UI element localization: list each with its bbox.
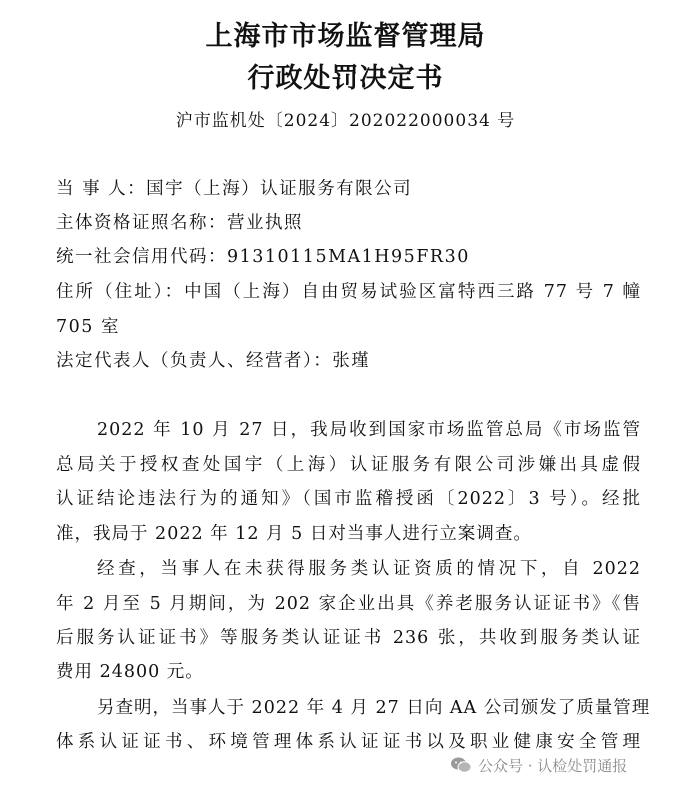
paragraph-line: 后服务认证证书》等服务类认证证书 236 张，共收到服务类认证	[56, 628, 641, 648]
paragraph-line: 准，我局于 2022 年 12 月 5 日对当事人进行立案调查。	[56, 524, 532, 544]
watermark-text: 公众号 · 认检处罚通报	[478, 756, 628, 775]
document-subtitle: 行政处罚决定书	[247, 63, 444, 94]
party-address-line-1: 住所（住址）：中国（上海）自由贸易试验区富特西三路 77 号 7 幢	[56, 282, 641, 302]
watermark	[446, 752, 631, 778]
paragraph-line: 经查，当事人在未获得服务类认证资质的情况下，自 2022	[97, 559, 641, 579]
paragraph-line: 总局关于授权查处国宇（上海）认证服务有限公司涉嫌出具虚假	[56, 455, 641, 475]
party-credit-code: 统一社会信用代码：91310115MA1H95FR30	[56, 247, 470, 267]
paragraph-line: 费用 24800 元。	[56, 662, 204, 682]
paragraph-line: 认证结论违法行为的通知》（国市监稽授函〔2022〕3 号）。经批	[56, 489, 641, 509]
paragraph-line: 2022 年 10 月 27 日，我局收到国家市场监管总局《市场监管	[97, 420, 641, 440]
paragraph-line: 体系认证证书、环境管理体系认证证书以及职业健康安全管理	[56, 732, 641, 752]
party-address-line-2: 705 室	[56, 317, 120, 337]
paragraph-line: 年 2 月至 5 月期间，为 202 家企业出具《养老服务认证证书》《售	[56, 594, 641, 614]
wechat-icon	[450, 756, 472, 774]
party-representative: 法定代表人（负责人、经营者）：张瑾	[56, 351, 371, 371]
document-number: 沪市监机处〔2024〕202022000034 号	[175, 111, 516, 131]
paragraph-line: 另查明，当事人于 2022 年 4 月 27 日向 AA 公司颁发了质量管理	[97, 698, 651, 718]
party-name: 当 事 人：国宇（上海）认证服务有限公司	[56, 179, 413, 199]
party-license: 主体资格证照名称：营业执照	[56, 213, 303, 233]
document-title: 上海市市场监督管理局	[205, 21, 486, 52]
